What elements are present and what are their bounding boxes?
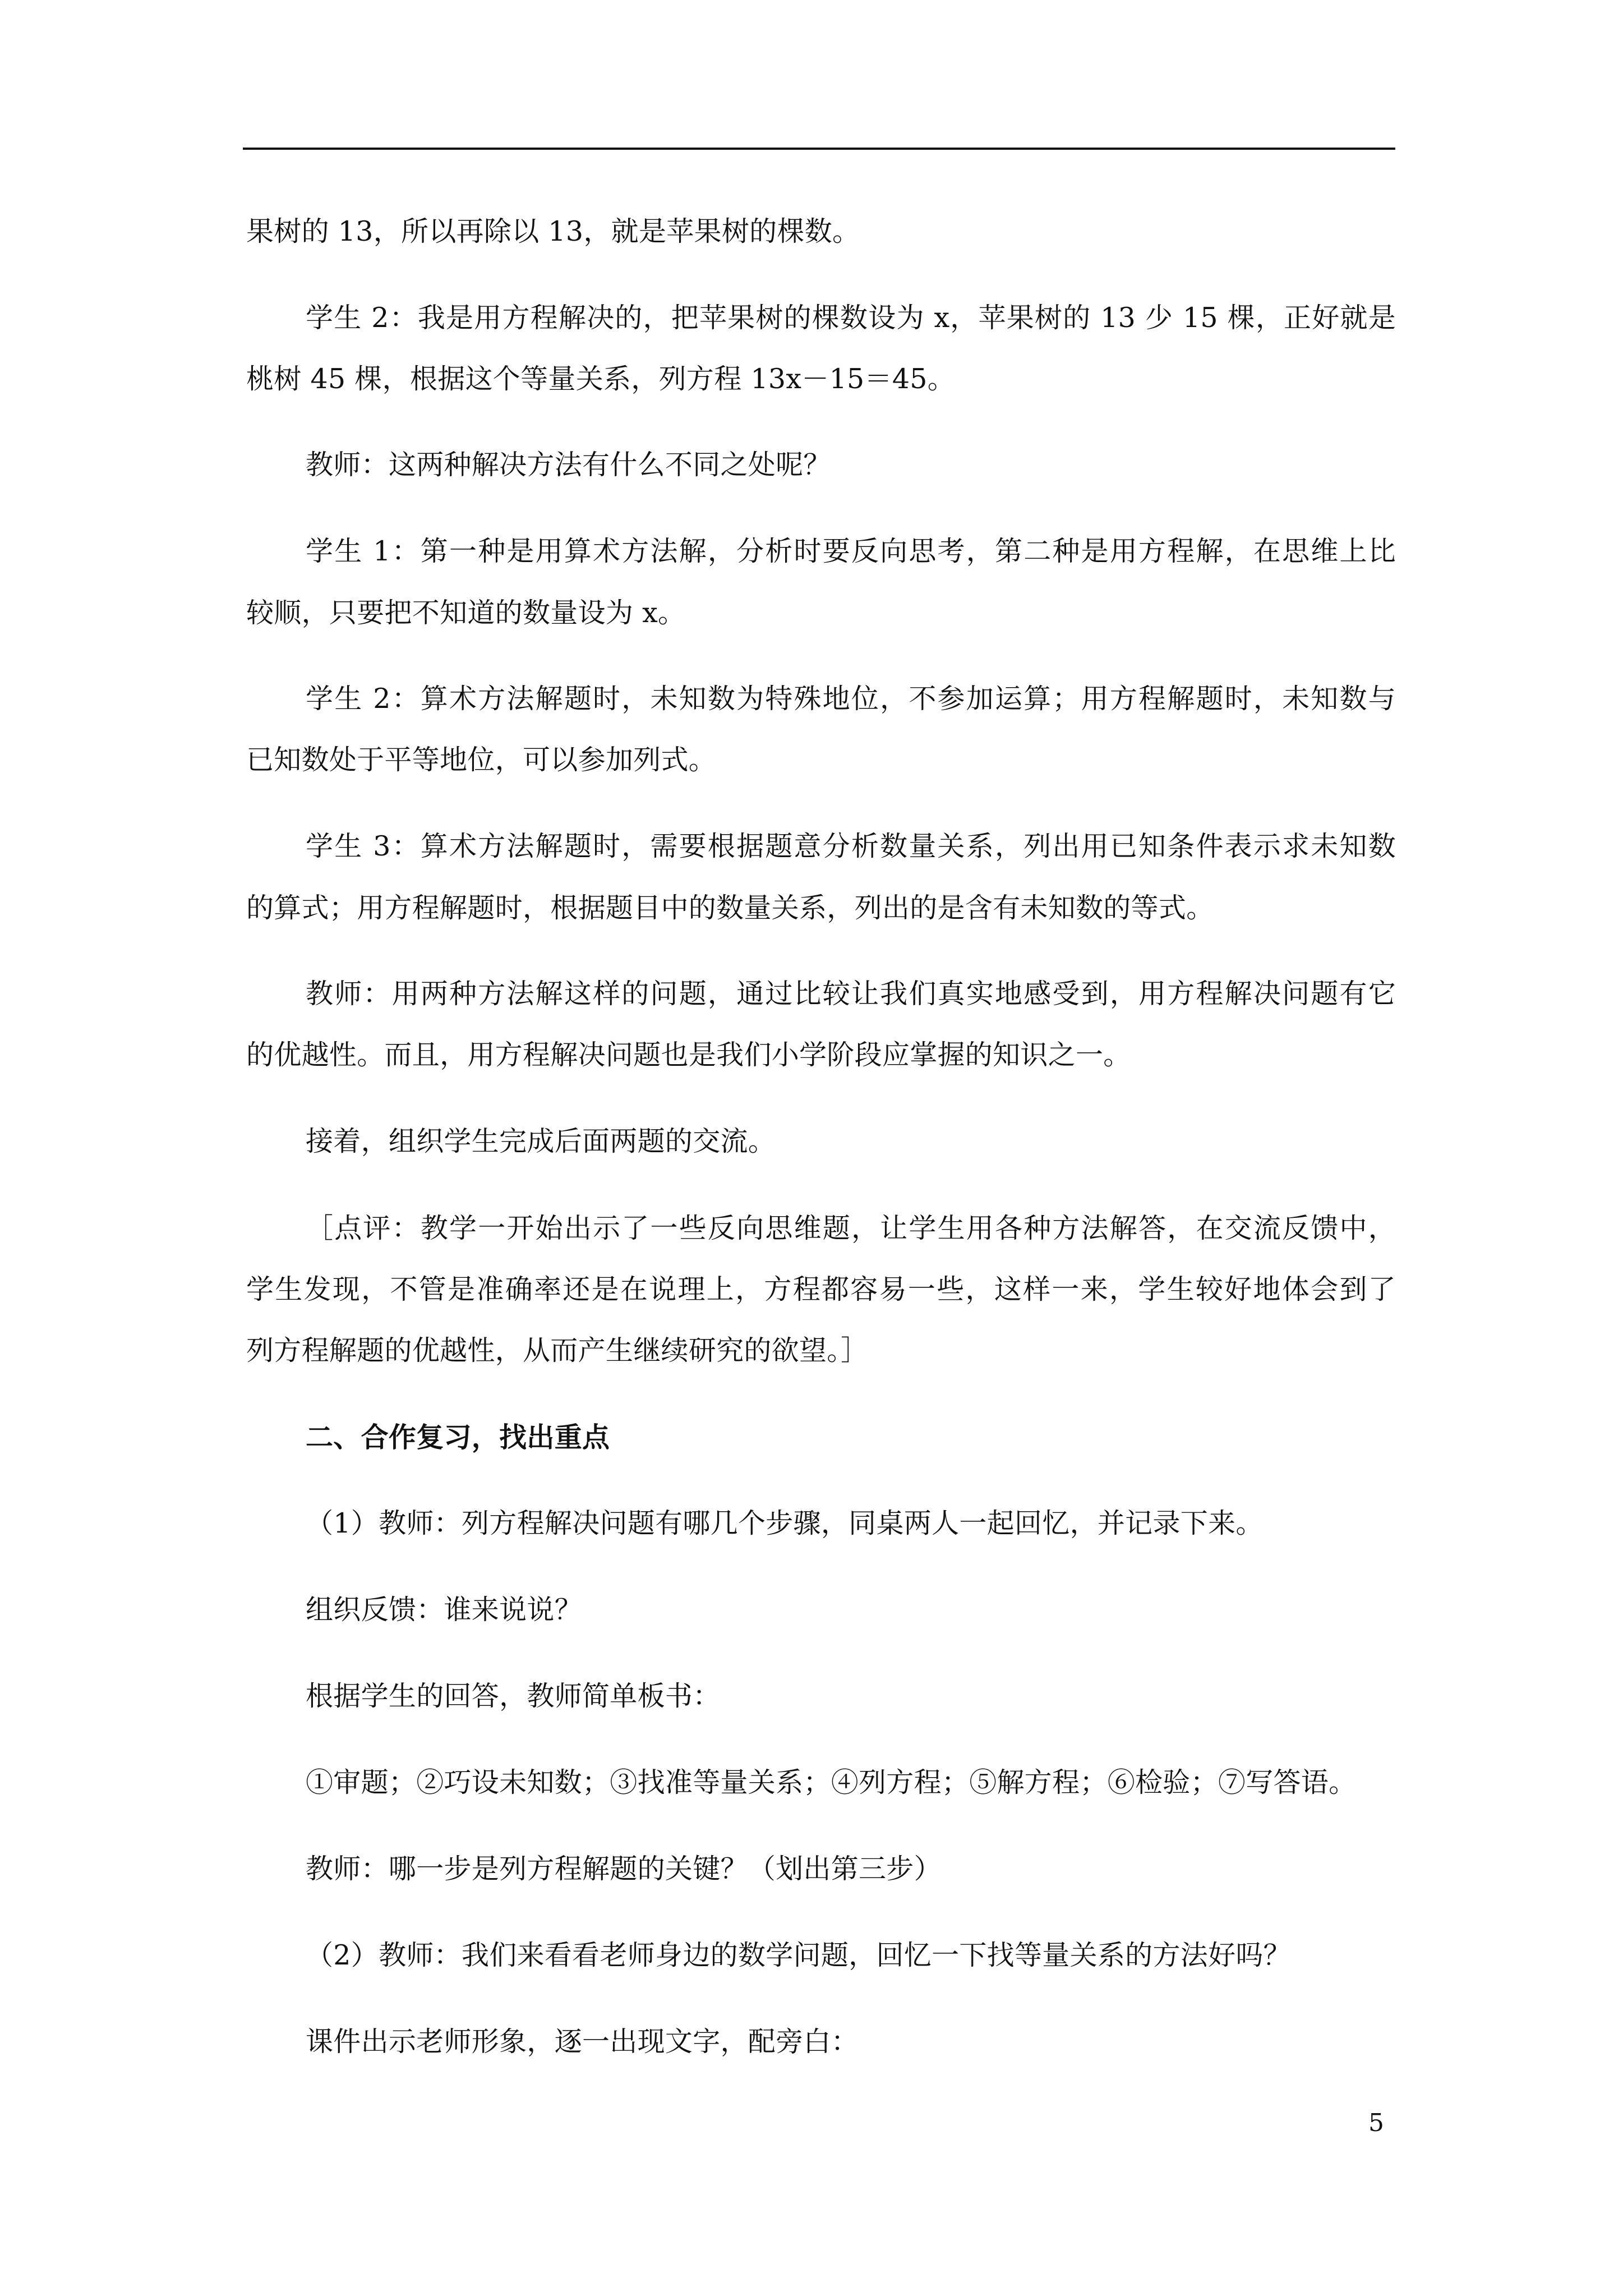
text-line: 学生 1：第一种是用算术方法解，分析时要反向思考，第二种是用方程解，在思维上比 [306,535,1396,567]
text-line: 教师：用两种方法解这样的问题，通过比较让我们真实地感受到，用方程解决问题有它 [306,978,1396,1010]
text-line: （2）教师：我们来看看老师身边的数学问题，回忆一下找等量关系的方法好吗？ [306,1939,1291,1971]
text-line: 的算式；用方程解题时，根据题目中的数量关系，列出的是含有未知数的等式。 [246,892,1214,924]
text-line: 学生 3：算术方法解题时，需要根据题意分析数量关系，列出用已知条件表示求未知数 [306,830,1396,862]
text-line: ［点评：教学一开始出示了一些反向思维题，让学生用各种方法解答，在交流反馈中， [306,1212,1396,1244]
text-line: 桃树 45 棵，根据这个等量关系，列方程 13x－15＝45。 [246,363,956,395]
text-line: ①审题；②巧设未知数；③找准等量关系；④列方程；⑤解方程；⑥检验；⑦写答语。 [306,1766,1357,1798]
text-line: 果树的 13，所以再除以 13，就是苹果树的棵数。 [246,215,860,247]
text-line: 较顺，只要把不知道的数量设为 x。 [246,597,686,629]
text-line: 教师：这两种解决方法有什么不同之处呢？ [306,449,831,481]
header-rule [243,148,1395,150]
text-line: 学生发现，不管是准确率还是在说理上，方程都容易一些，这样一来，学生较好地体会到了 [246,1273,1396,1305]
text-line: （1）教师：列方程解决问题有哪几个步骤，同桌两人一起回忆，并记录下来。 [306,1507,1264,1539]
text-line: 教师：哪一步是列方程解题的关键？（划出第三步） [306,1853,942,1885]
text-line: 接着，组织学生完成后面两题的交流。 [306,1125,776,1157]
text-line: 列方程解题的优越性，从而产生继续研究的欲望。］ [246,1335,869,1366]
text-line: 的优越性。而且，用方程解决问题也是我们小学阶段应掌握的知识之一。 [246,1039,1131,1071]
text-line: 课件出示老师形象，逐一出现文字，配旁白： [306,2026,859,2058]
text-line: 学生 2：我是用方程解决的，把苹果树的棵数设为 x，苹果树的 13 少 15 棵，正好就是 [306,302,1396,334]
text-line: 组织反馈：谁来说说？ [306,1594,583,1626]
section-heading: 二、合作复习，找出重点 [306,1421,610,1453]
page-number: 5 [1368,2109,1384,2137]
text-line: 学生 2：算术方法解题时，未知数为特殊地位，不参加运算；用方程解题时，未知数与 [306,683,1396,715]
text-line: 已知数处于平等地位，可以参加列式。 [246,744,717,776]
text-line: 根据学生的回答，教师简单板书： [306,1680,721,1712]
